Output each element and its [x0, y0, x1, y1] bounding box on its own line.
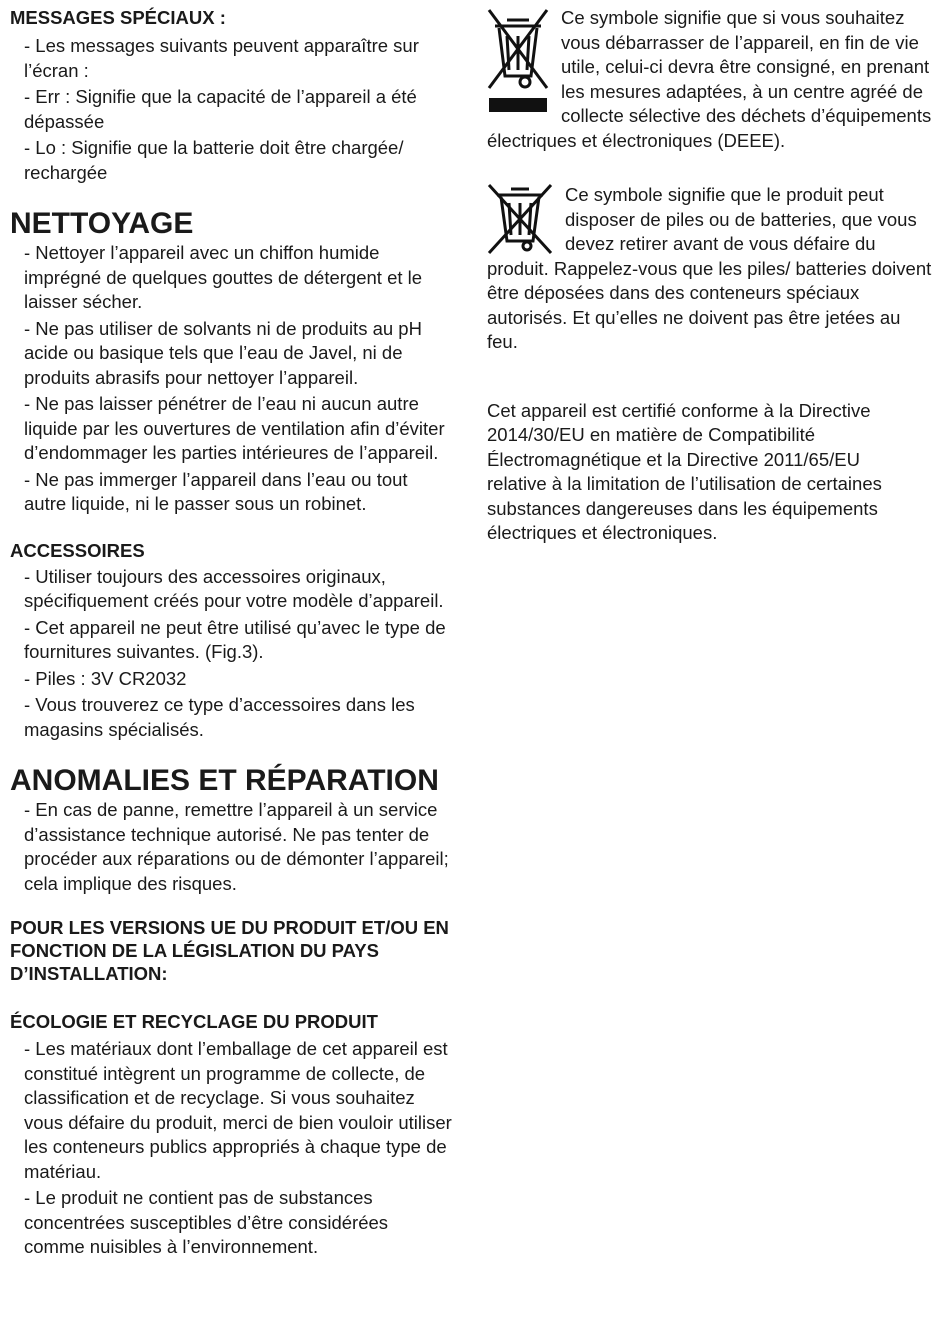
list-item: - Les messages suivants peuvent apparaître sur l’écran : — [24, 35, 419, 81]
battery-text: Ce symbole signifie que le produit peut disposer de piles ou de batteries, que vous devez retirer avant de vous défaire du produit. Rappelez-vous que les piles/ batteries doivent être déposées dans des conteneurs spéciaux autorisés. Et qu’elles ne doivent pas être jetées au feu. — [487, 184, 932, 352]
certification-text: Cet appareil est certifié conforme à la Directive 2014/30/EU en matière de Compatibilité Électromagnétique et la Directive 2011/65/EU relative à la limitation de l’utilisation de certaines substances dangereuses dans les équipements électriques et électroniques. — [487, 399, 882, 543]
messages-list — [10, 34, 470, 185]
list-item: - Utiliser toujours des accessoires originaux, spécifiquement créés pour votre modèle d’appareil. — [24, 565, 444, 611]
list-item: - Ne pas utiliser de solvants ni de produits au pH acide ou basique tels que l’eau de Javel, ni de produits abrasifs pour nettoyer l’appareil. — [24, 317, 422, 388]
ecologie-title: ÉCOLOGIE ET RECYCLAGE DU PRODUIT — [10, 1011, 378, 1032]
accessoires-list — [10, 565, 470, 743]
list-item: - Le produit ne contient pas de substances concentrées susceptibles d’être considérées comme nuisibles à l’environnement. — [24, 1187, 389, 1257]
crossed-out-wheelie-bin-icon — [485, 6, 551, 114]
list-item: - Vous trouverez ce type d’accessoires dans les magasins spécialisés. — [24, 694, 415, 740]
list-item: - Nettoyer l’appareil avec un chiffon humide imprégné de quelques gouttes de détergent et le laisser sécher. — [24, 242, 423, 312]
weee-text: Ce symbole signifie que si vous souhaitez vous débarrasser de l’appareil, en fin de vie utile, celui-ci devra être consigné, en prenant les mesures adaptées, à un centre agréé de collecte sélective des déchets d’équipements électriques et électroniques (DEEE). — [487, 7, 932, 151]
nettoyage-title: NETTOYAGE — [10, 207, 194, 240]
anomalies-list — [10, 798, 470, 896]
versions-title: POUR LES VERSIONS UE DU PRODUIT ET/OU EN FONCTION DE LA LÉGISLATION DU PAYS D’INSTALLATION: — [10, 917, 449, 984]
list-item: - Piles : 3V CR2032 — [24, 667, 187, 689]
accessoires-title: ACCESSOIRES — [10, 539, 145, 561]
crossed-out-bin-icon — [485, 183, 555, 255]
list-item: - Ne pas immerger l’appareil dans l’eau ou tout autre liquide, ni le passer sous un robinet. — [24, 468, 408, 514]
anomalies-title: ANOMALIES ET RÉPARATION — [10, 764, 439, 797]
nettoyage-list — [10, 241, 470, 517]
weee-block — [487, 6, 932, 153]
left-column — [10, 6, 470, 1262]
battery-block — [487, 183, 932, 355]
list-item: - Err : Signifie que la capacité de l’appareil a été dépassée — [24, 86, 417, 132]
list-item: - Cet appareil ne peut être utilisé qu’avec le type de fournitures suivantes. (Fig.3). — [24, 616, 446, 662]
ecologie-list — [10, 1037, 470, 1260]
right-column — [487, 6, 932, 546]
list-item: - Lo : Signifie que la batterie doit être chargée/ rechargée — [24, 137, 404, 183]
list-item: - Ne pas laisser pénétrer de l’eau ni aucun autre liquide par les ouvertures de ventilation afin d’éviter d’endommager les parties intérieures de l’appareil. — [24, 393, 445, 463]
messages-title: MESSAGES SPÉCIAUX : — [10, 7, 226, 28]
list-item: - En cas de panne, remettre l’appareil à un service d’assistance technique autorisé. Ne pas tenter de procéder aux réparations ou de démonter l’appareil; cela implique des risques. — [24, 799, 449, 894]
list-item: - Les matériaux dont l’emballage de cet appareil est constitué intègrent un programme de collecte, de classification et de recyclage. Si vous souhaitez vous défaire du produit, merci de bien vouloir utiliser les conteneurs publics appropriés à chaque type de matériau. — [24, 1038, 452, 1182]
